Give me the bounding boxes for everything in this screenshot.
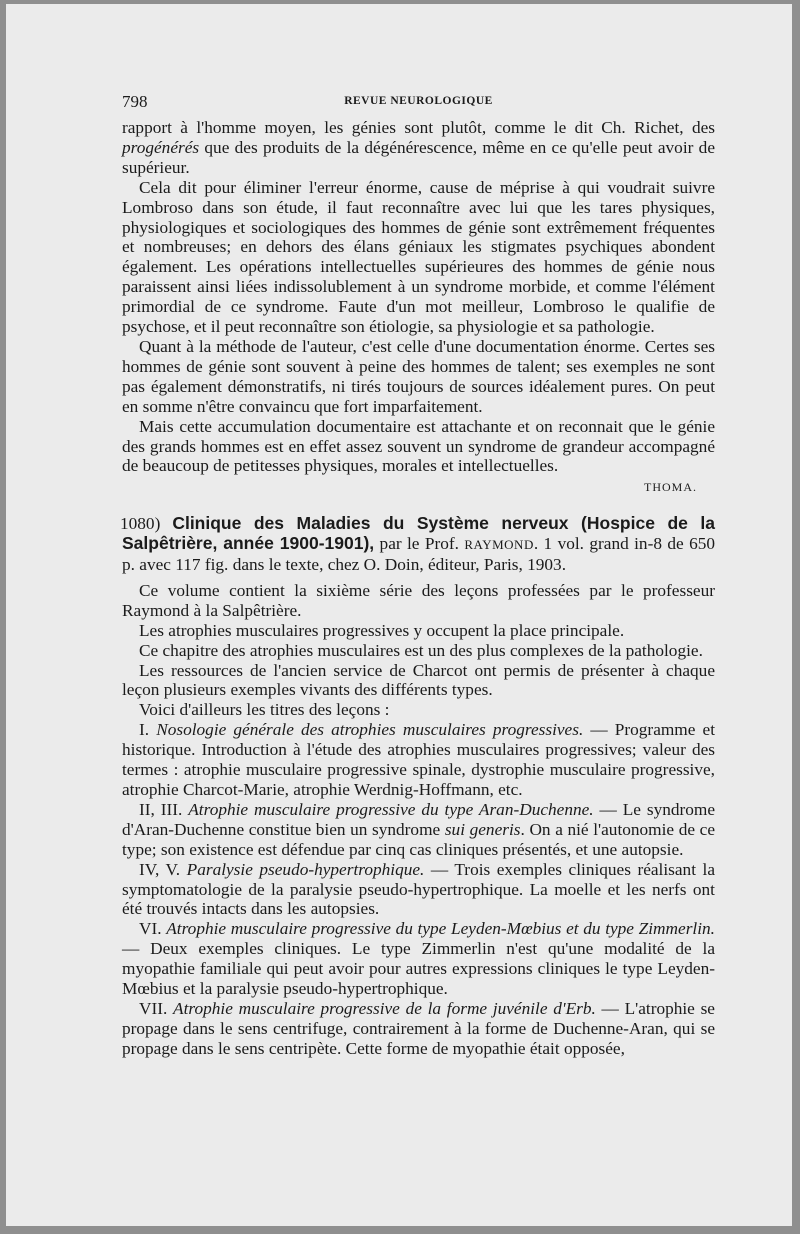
emphasis: sui generis: [444, 819, 521, 839]
body-text: [122, 118, 715, 1059]
paragraph: Les atrophies musculaires progressives y occupent la place principale.: [139, 620, 625, 640]
paragraph: Les ressources de l'ancien service de Charcot ont permis de présenter à chaque leçon plusieurs exemples vivants des différents types.: [122, 660, 715, 700]
running-head: REVUE NEUROLOGIQUE: [344, 95, 493, 107]
page-content: [122, 92, 715, 1059]
review-number: 1080): [120, 514, 173, 534]
scanned-page: [6, 4, 792, 1226]
author-name: RAYMOND: [464, 537, 534, 553]
lesson-title: Atrophie musculaire progressive de la forme juvénile d'Erb.: [173, 998, 596, 1018]
lesson-entry: VI. Atrophie musculaire progressive du type Leyden-Mœbius et du type Zimmerlin. — Deux exemples cliniques. Le type Zimmerlin n'est qu'une modalité de la myopathie familiale qui peut avoir pour autres expressions cliniques le type Leyden-Mœbius et la paralysie pseudo-hypertrophique.: [122, 919, 715, 999]
paragraph: rapport à l'homme moyen, les génies sont plutôt, comme le dit Ch. Richet, des progénérés que des produits de la dégénérescence, même en ce qu'elle peut avoir de supérieur.: [122, 118, 715, 177]
lesson-title: Atrophie musculaire progressive du type Leyden-Mœbius et du type Zimmerlin.: [166, 919, 715, 939]
page-header: [122, 92, 715, 118]
review-title: Clinique des Maladies du Système nerveux (Hospice de la Salpêtrière, année 1900-1901),: [122, 513, 716, 554]
lesson-title: Atrophie musculaire progressive du type Aran-Duchenne.: [188, 799, 594, 819]
lesson-title: Nosologie générale des atrophies musculaires progressives.: [156, 720, 584, 740]
lesson-entry: IV, V. Paralysie pseudo-hypertrophique. — Trois exemples cliniques réalisant la symptomatologie de la paralysie pseudo-hypertrophique. La moelle et les nerfs ont été trouvés intacts dans les autopsies.: [122, 859, 715, 919]
lesson-entry: II, III. Atrophie musculaire progressive du type Aran-Duchenne. — Le syndrome d'Aran-Duchenne constitue bien un syndrome sui generis. On a nié l'autonomie de ce type; son existence est défendue par cinq cas cliniques présentés, et une autopsie.: [122, 799, 716, 859]
page-number: 798: [122, 92, 148, 111]
paragraph: Ce chapitre des atrophies musculaires est un des plus complexes de la pathologie.: [139, 640, 703, 660]
paragraph: Cela dit pour éliminer l'erreur énorme, cause de méprise à qui voudrait suivre Lombroso dans son étude, il faut reconnaître avec lui que les tares physiques, physiologiques et sociologiques des hommes de génie sont extrêmement fréquentes et nombreuses; en dehors des élans géniaux les stigmates psychiques abondent également. Les opérations intellectuelles supérieures des hommes de génie nous paraissent ainsi liées indissolublement à un syndrome morbide, et comme l'élément primordial de ce syndrome. Faute d'un mot meilleur, Lombroso le qualifie de psychose, et il peut reconnaître son étiologie, sa physiologie et sa pathologie.: [122, 177, 715, 337]
paragraph: Voici d'ailleurs les titres des leçons :: [139, 700, 390, 720]
review-heading: 1080) Clinique des Maladies du Système nerveux (Hospice de la Salpêtrière, année 1900-1901), par le Prof. RAYMOND. 1 vol. grand in-8 de 650 p. avec 117 fig. dans le texte, chez O. Doin, éditeur, Paris, 1903.: [120, 513, 716, 575]
emphasis: progénérés: [122, 137, 200, 157]
paragraph: Mais cette accumulation documentaire est attachante et on reconnait que le génie des grands hommes est en effet assez souvent un syndrome de grandeur accompagné de beaucoup de petitesses physiques, morales et intellectuelles.: [122, 416, 715, 476]
lesson-title: Paralysie pseudo-hypertrophique.: [186, 859, 425, 879]
paragraph: Quant à la méthode de l'auteur, c'est celle d'une documentation énorme. Certes ses hommes de génie sont souvent à peine des hommes de talent; ses exemples ne sont pas également démonstratifs, ni tirés toujours de sources idéalement pures. On peut en somme n'être convaincu que fort imparfaitement.: [122, 336, 715, 416]
review-signature: THOMA.: [644, 480, 697, 495]
lesson-entry: VII. Atrophie musculaire progressive de la forme juvénile d'Erb. — L'atrophie se propage dans le sens centrifuge, contrairement à la forme de Duchenne-Aran, qui se propage dans le sens centripète. Cette forme de myopathie était opposée,: [122, 998, 715, 1058]
paragraph: Ce volume contient la sixième série des leçons professées par le professeur Raymond à la Salpêtrière.: [122, 580, 715, 620]
publication-details: . 1 vol. grand in-8 de 650 p. avec 117 fig. dans le texte, chez O. Doin, éditeur, Paris, 1903.: [122, 534, 715, 575]
lesson-entry: I. Nosologie générale des atrophies musculaires progressives. — Programme et historique. Introduction à l'étude des atrophies musculaires progressives; valeur des termes : atrophie musculaire progressive spinale, dystrophie musculaire progressive, atrophie Charcot-Marie, atrophie Werdnig-Hoffmann, etc.: [122, 720, 716, 799]
review-entry: [122, 514, 715, 1058]
